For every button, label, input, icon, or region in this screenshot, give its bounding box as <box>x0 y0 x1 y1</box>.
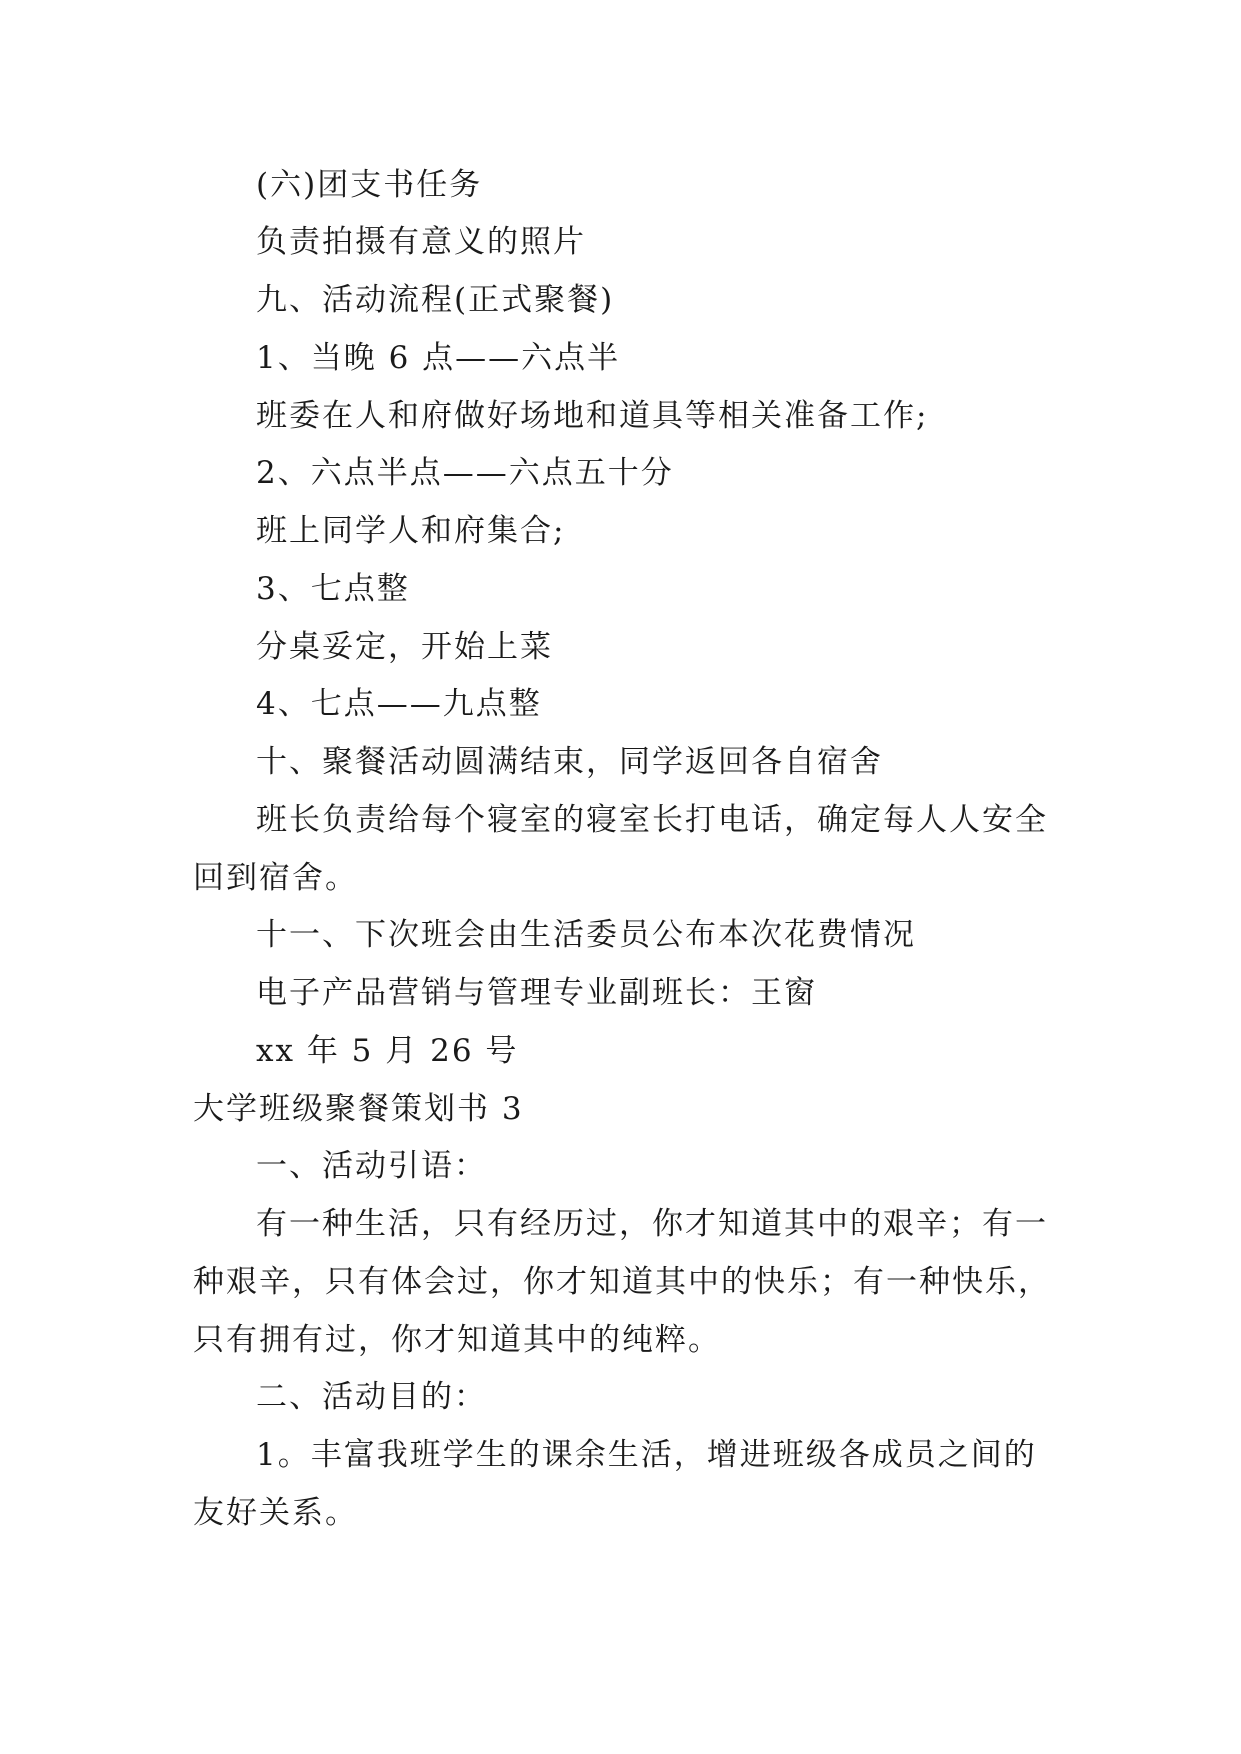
list-item-step-1: 1、当晚 6 点——六点半 <box>256 340 621 376</box>
paragraph-purpose-1-line-2: 友好关系。 <box>193 1495 358 1531</box>
list-item-step-2: 2、六点半点——六点五十分 <box>256 455 674 491</box>
section-heading-introduction: 一、活动引语： <box>256 1148 487 1184</box>
section-heading-activity-process: 九、活动流程(正式聚餐) <box>256 282 615 318</box>
section-heading-next-meeting: 十一、下次班会由生活委员公布本次花费情况 <box>256 917 916 953</box>
list-item-step-4: 4、七点——九点整 <box>256 686 542 722</box>
document-title-3: 大学班级聚餐策划书 3 <box>193 1091 524 1127</box>
paragraph-introduction-line-1: 有一种生活，只有经历过，你才知道其中的艰辛；有一 <box>256 1206 1048 1242</box>
date-line: xx 年 5 月 26 号 <box>256 1033 519 1069</box>
paragraph-monitor-duty-continued: 回到宿舍。 <box>193 860 358 896</box>
paragraph-introduction-line-3: 只有拥有过，你才知道其中的纯粹。 <box>193 1322 721 1358</box>
paragraph-introduction-line-2: 种艰辛，只有体会过，你才知道其中的快乐；有一种快乐， <box>193 1264 1051 1300</box>
paragraph-step-3-detail: 分桌妥定，开始上菜 <box>256 629 553 665</box>
paragraph-monitor-duty: 班长负责给每个寝室的寝室长打电话，确定每人人安全 <box>256 802 1048 838</box>
paragraph-step-1-detail: 班委在人和府做好场地和道具等相关准备工作; <box>256 398 929 434</box>
paragraph-step-2-detail: 班上同学人和府集合; <box>256 513 566 549</box>
section-heading-event-end: 十、聚餐活动圆满结束，同学返回各自宿舍 <box>256 744 883 780</box>
section-heading-league-secretary-task: (六)团支书任务 <box>256 167 483 203</box>
paragraph-purpose-1-line-1: 1。丰富我班学生的课余生活，增进班级各成员之间的 <box>256 1437 1037 1473</box>
paragraph-photo-duty: 负责拍摄有意义的照片 <box>256 224 586 260</box>
list-item-step-3: 3、七点整 <box>256 571 410 607</box>
section-heading-purpose: 二、活动目的： <box>256 1379 487 1415</box>
signature-line: 电子产品营销与管理专业副班长：王窗 <box>256 975 817 1011</box>
